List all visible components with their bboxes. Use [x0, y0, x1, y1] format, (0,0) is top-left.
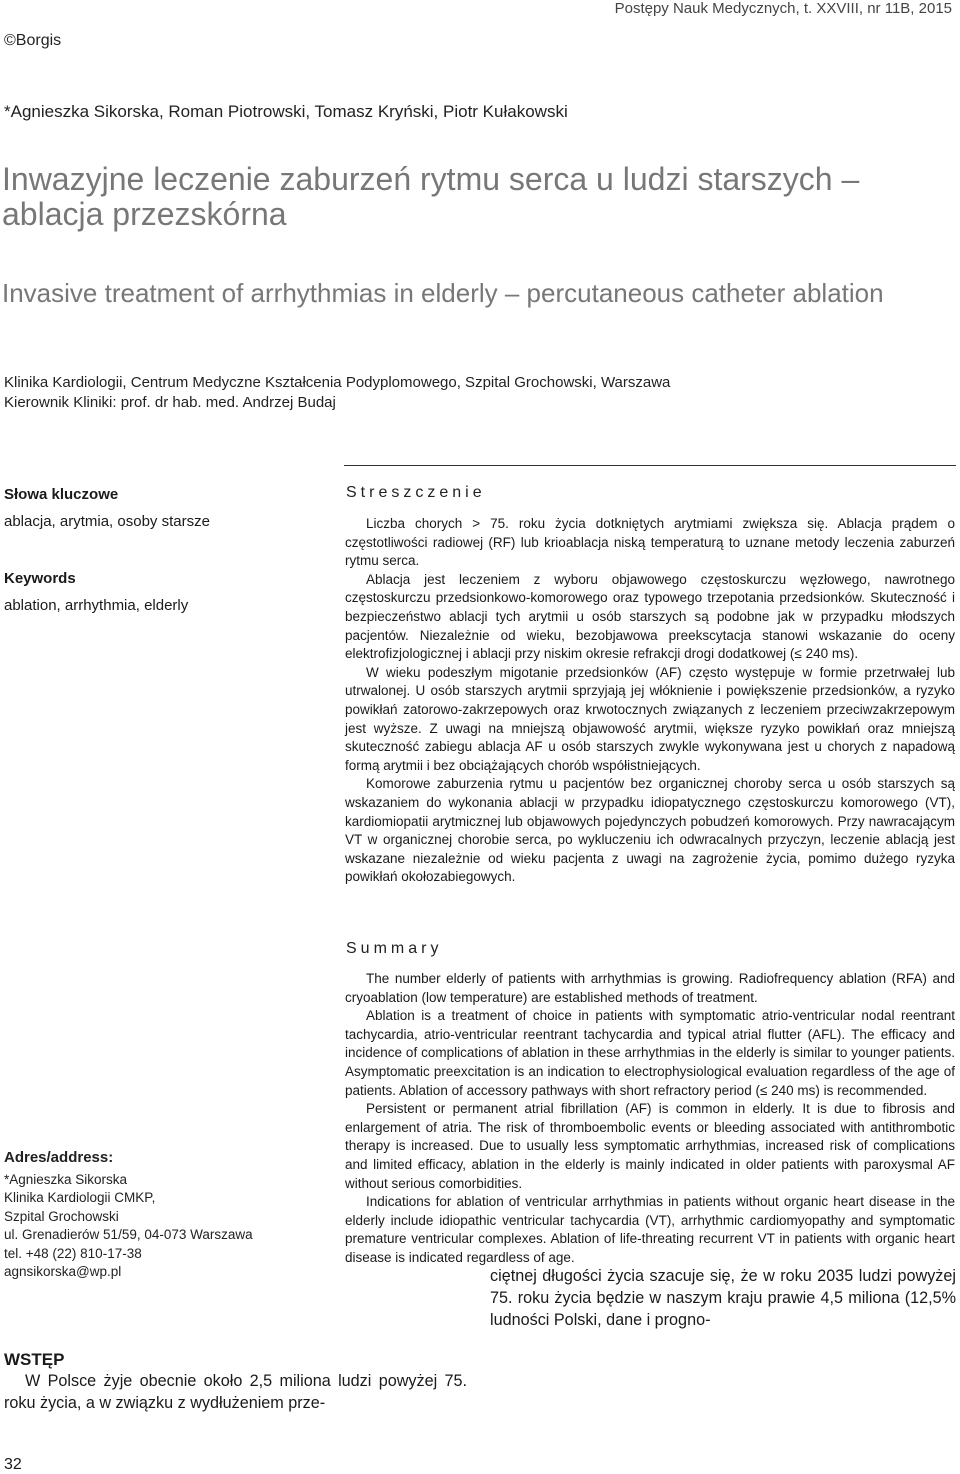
streszczenie-heading: Streszczenie [346, 484, 486, 501]
summary-body [345, 970, 955, 1268]
address-heading: Adres/address: [4, 1149, 114, 1166]
keywords-pl-text: ablacja, arytmia, osoby starsze [4, 513, 210, 530]
abstract-paragraph: W wieku podeszłym migotanie przedsionków (AF) często występuje w formie przetrwałej lub utrwalonej. U osób starszych arytmii sprzyjają jej włóknienie i powiększenie przedsionków, a ryzyko powikłań zatorowo-zakrzepowych oraz krwotocznych związanych z leczeniem przeciwzakrzepowym jest wyższe. Z uwagi na mniejszą objawowość arytmii, większe ryzyko powikłań oraz mniejszą skuteczność zabiegu ablacja AF u osób starszych zwykle wykonywana jest u chorych z napadową formą arytmii i bez obciążających chorób współistniejących. [345, 664, 955, 773]
affiliation-institution: Klinika Kardiologii, Centrum Medyczne Kształcenia Podyplomowego, Szpital Grochowski, Warszawa [4, 374, 671, 391]
correspondence-address [4, 1149, 324, 1282]
keywords-en-text: ablation, arrhythmia, elderly [4, 597, 189, 614]
summary-paragraph: Ablation is a treatment of choice in patients with symptomatic atrio-ventricular nodal reentrant tachycardia, atrio-ventricular reentrant tachycardia and typical atrial flutter (AFL). The efficacy and incidence of complications of ablation in these arrhythmias in the elderly is similar to younger patients. Asymptomatic preexcitation is an indication to electrophysiological evaluation regardless of the age of patients. Ablation of accessory pathways with short refractory period (≤ 240 ms) is recommended. [345, 1008, 955, 1098]
abstract-paragraph: Ablacja jest leczeniem z wyboru objawowego częstoskurczu węzłowego, nawrotnego częstoskurczu przedsionkowo-komorowego oraz typowego trzepotania przedsionków. Skuteczność i bezpieczeństwo ablacji tych arytmii u osób starszych są podobne jak w przypadku młodszych pacjentów. Niezależnie od wieku, bezobjawowa preekscytacja stanowi wskazanie do oceny elektrofizjologicznej i ablacji przy niskim okresie refrakcji drogi dodatkowej (≤ 240 ms). [345, 571, 955, 662]
summary-paragraph: Persistent or permanent atrial fibrillation (AF) is common in elderly. It is due to fibrosis and enlargement of atria. The risk of thromboembolic events or bleeding associated with antithrombotic therapy is increased. Due to usually less symptomatic arrhythmias, increased risk of complications and limited efficacy, ablation in the elderly is mainly indicated in older patients with paroxysmal AF without serious comorbidities. [345, 1101, 955, 1191]
intro-text-right: ciętnej długości życia szacuje się, że w roku 2035 ludzi powyżej 75. roku życia będzie w naszym kraju prawie 4,5 miliona (12,5% ludności Polski, dane i progno- [490, 1267, 956, 1329]
affiliation [4, 373, 670, 413]
address-line: tel. +48 (22) 810-17-38 [4, 1245, 142, 1261]
streszczenie-body [345, 515, 955, 887]
title-polish: Inwazyjne leczenie zaburzeń rytmu serca u ludzi starszych – ablacja przezskórna [2, 161, 860, 232]
abstract-paragraph: Liczba chorych > 75. roku życia dotkniętych arytmiami zwiększa się. Ablacja prądem o częstotliwości radiowej (RF) lub krioablacja niską temperaturą to uznane metody leczenia zaburzeń rytmu serca. [345, 516, 955, 569]
address-email: agnsikorska@wp.pl [4, 1264, 122, 1279]
keywords-en-heading: Keywords [4, 570, 76, 587]
address-line: ul. Grenadierów 51/59, 04-073 Warszawa [4, 1227, 253, 1242]
address-line: *Agnieszka Sikorska [4, 1171, 128, 1187]
summary-paragraph: The number elderly of patients with arrhythmias is growing. Radiofrequency ablation (RFA) and cryoablation (low temperature) are established methods of treatment. [345, 971, 955, 1005]
page-number: 32 [4, 1456, 22, 1473]
summary-heading: Summary [346, 940, 443, 957]
keywords-pl-heading: Słowa kluczowe [4, 486, 119, 503]
section-divider [344, 465, 956, 466]
affiliation-head: Kierownik Kliniki: prof. dr hab. med. Andrzej Budaj [4, 394, 336, 411]
intro-heading: WSTĘP [4, 1350, 65, 1369]
journal-header: Postępy Nauk Medycznych, t. XXVIII, nr 11B, 2015 [614, 0, 952, 17]
address-line: Szpital Grochowski [4, 1208, 119, 1224]
title-english: Invasive treatment of arrhythmias in elderly – percutaneous catheter ablation [2, 278, 884, 308]
summary-paragraph: Indications for ablation of ventricular arrhythmias in patients without organic heart disease in the elderly include idiopathic ventricular tachycardia (VT), arrhythmic cardiomyopathy and symptomatic premature ventricular complexes. Ablation of life-threating recurrent VT in patients with organic heart disease is indicated regardless of age. [345, 1194, 955, 1265]
abstract-paragraph: Komorowe zaburzenia rytmu u pacjentów bez organicznej choroby serca u osób starszych są wskazaniem do wykonania ablacji w przypadku idiopatycznego częstoskurczu komorowego (VT), kardiomiopatii arytmicznej lub objawowych pojedynczych pobudzeń komorowych. Przy nawracającym VT w organicznej chorobie serca, po wykluczeniu ich odwracalnych przyczyn, leczenie ablacją jest wskazane niezależnie od wieku pacjenta z uwagi na zagrożenie życia, pomimo dużego ryzyka powikłań okołozabiegowych. [345, 776, 955, 885]
authors: *Agnieszka Sikorska, Roman Piotrowski, Tomasz Kryński, Piotr Kułakowski [4, 102, 568, 121]
intro-text-left: W Polsce żyje obecnie około 2,5 miliona ludzi powyżej 75. roku życia, a w związku z wydłużeniem prze- [4, 1372, 467, 1412]
keywords-block [4, 486, 304, 614]
publisher-label: ©Borgis [4, 32, 62, 49]
address-line: Klinika Kardiologii CMKP, [4, 1190, 156, 1205]
